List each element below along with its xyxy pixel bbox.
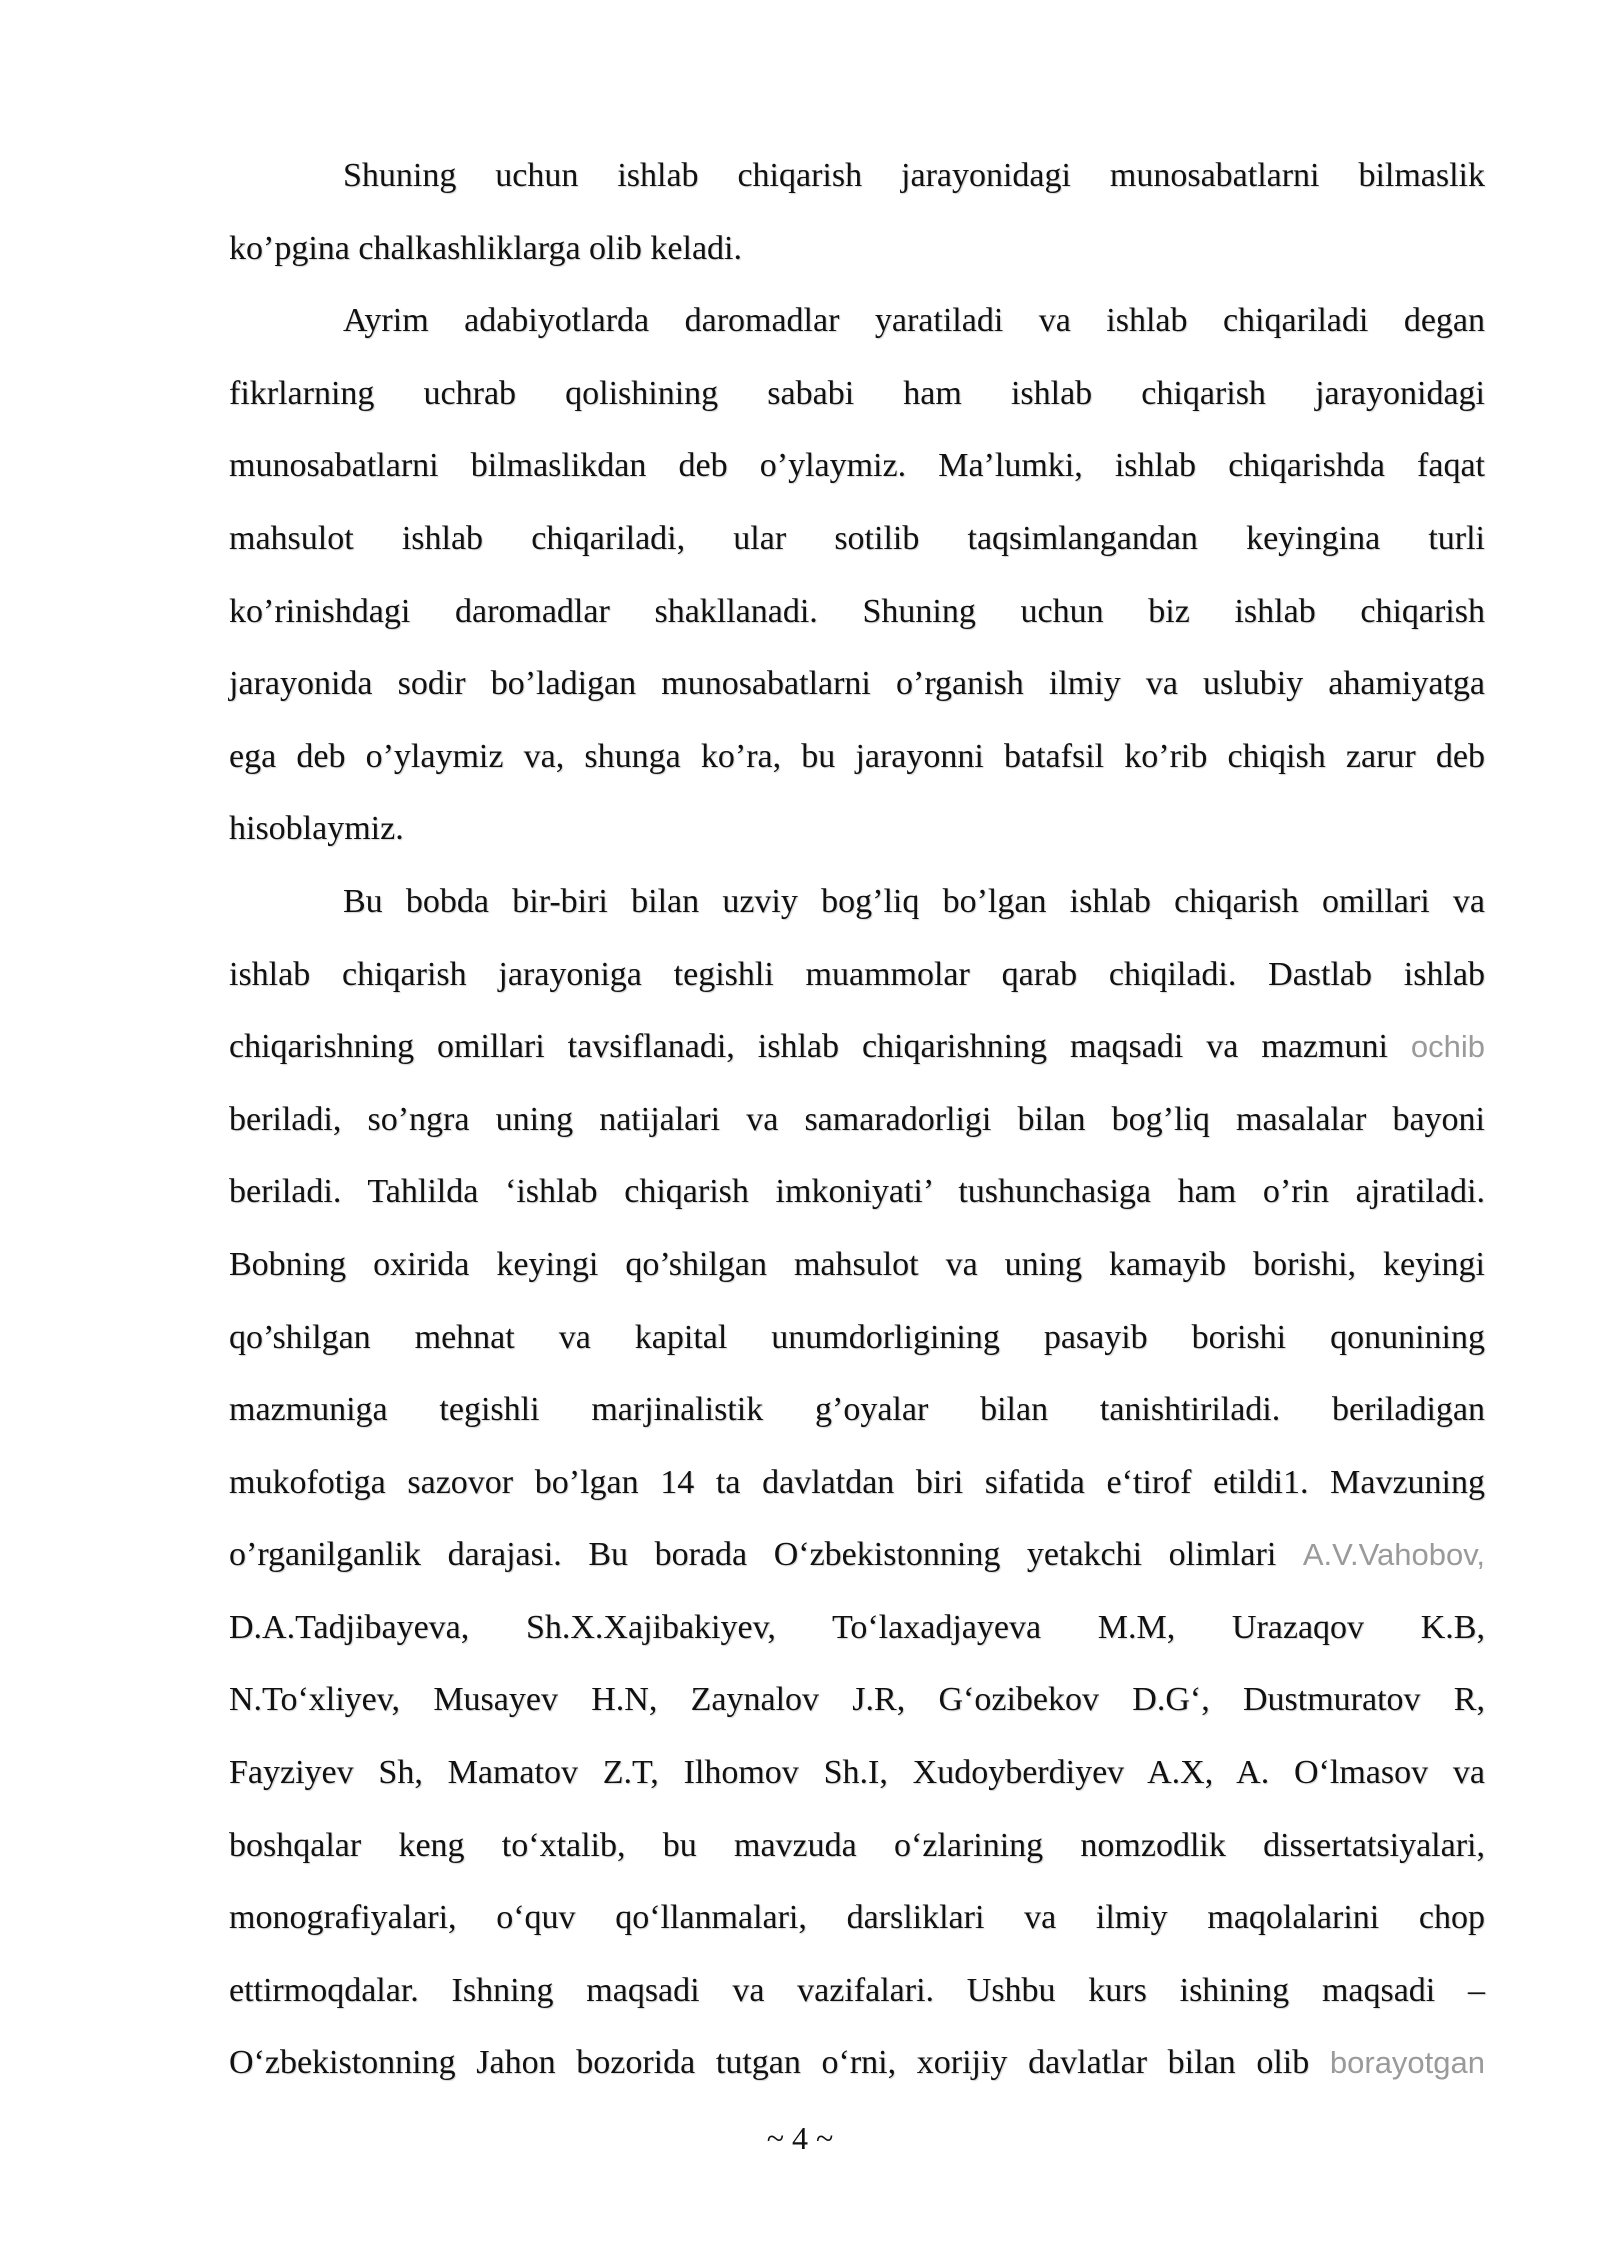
line-text: mahsulot ishlab chiqariladi, ular sotilib taqsimlangandan keyingina turli: [229, 519, 1485, 557]
line-text: jarayonida sodir bo’ladigan munosabatlarni o’rganish ilmiy va uslubiy ahamiyatga: [229, 665, 1485, 703]
line-text: Bobning oxirida keyingi qo’shilgan mahsulot va uning kamayib borishi, keyingi: [229, 1245, 1485, 1283]
text-line: [229, 2033, 1485, 2106]
text-line: [229, 1743, 1485, 1816]
line-text: o’rganilganlik darajasi. Bu borada O‘zbekistonning yetakchi olimlari: [229, 1536, 1277, 1574]
text-line: [229, 1380, 1485, 1453]
line-text: boshqalar keng to‘xtalib, bu mavzuda o‘zlarining nomzodlik dissertatsiyalari,: [229, 1826, 1485, 1864]
line-text: Bu bobda bir-biri bilan uzviy bog’liq bo’lgan ishlab chiqarish omillari va: [343, 882, 1485, 920]
text-line: [229, 1453, 1485, 1526]
text-line: [229, 727, 1485, 800]
line-text: mazmuniga tegishli marjinalistik g’oyalar bilan tanishtiriladi. beriladigan: [229, 1391, 1485, 1429]
text-line: [229, 945, 1485, 1018]
line-text: chiqarishning omillari tavsiflanadi, ishlab chiqarishning maqsadi va mazmuni: [229, 1028, 1388, 1066]
text-line: [229, 582, 1485, 655]
line-text: munosabatlarni bilmaslikdan deb o’ylaymiz. Ma’lumki, ishlab chiqarishda faqat: [229, 447, 1485, 485]
text-line: [229, 1090, 1485, 1163]
line-text: D.A.Tadjibayeva, Sh.X.Xajibakiyev, To‘laxadjayeva M.M, Urazaqov K.B,: [229, 1608, 1485, 1646]
line-text: hisoblaymiz.: [229, 810, 404, 848]
text-line: [229, 1235, 1485, 1308]
text-line: [229, 654, 1485, 727]
line-text: mukofotiga sazovor bo’lgan 14 ta davlatdan biri sifatida e‘tirof etildi1. Mavzuning: [229, 1463, 1485, 1501]
line-text: N.To‘xliyev, Musayev H.N, Zaynalov J.R, G‘ozibekov D.G‘, Dustmuratov R,: [229, 1681, 1485, 1719]
faded-text: A.V.Vahobov,: [1302, 1537, 1485, 1573]
text-line: [229, 1598, 1485, 1671]
text-line: [229, 436, 1485, 509]
line-text: ishlab chiqarish jarayoniga tegishli muammolar qarab chiqiladi. Dastlab ishlab: [229, 955, 1485, 993]
text-line: [229, 291, 1485, 364]
text-line: [229, 872, 1485, 945]
line-text: O‘zbekistonning Jahon bozorida tutgan o‘rni, xorijiy davlatlar bilan olib: [229, 2044, 1310, 2082]
line-text: ko’rinishdagi daromadlar shakllanadi. Shuning uchun biz ishlab chiqarish: [229, 592, 1485, 630]
text-line: [229, 146, 1485, 219]
text-line: [229, 1816, 1485, 1889]
line-text: monografiyalari, o‘quv qo‘llanmalari, darsliklari va ilmiy maqolalarini chop: [229, 1899, 1485, 1937]
line-text: Fayziyev Sh, Mamatov Z.T, Ilhomov Sh.I, Xudoyberdiyev A.X, A. O‘lmasov va: [229, 1754, 1485, 1792]
text-line: [229, 1525, 1485, 1598]
line-text: beriladi, so’ngra uning natijalari va samaradorligi bilan bog’liq masalalar bayoni: [229, 1100, 1485, 1138]
text-line: [229, 1162, 1485, 1235]
text-line: [229, 219, 1485, 292]
text-line: [229, 509, 1485, 582]
body-text: [229, 146, 1485, 2106]
text-line: [229, 799, 1485, 872]
text-line: [229, 1961, 1485, 2034]
text-line: [229, 364, 1485, 437]
line-text: Shuning uchun ishlab chiqarish jarayonidagi munosabatlarni bilmaslik: [343, 157, 1485, 194]
text-line: [229, 1308, 1485, 1381]
line-text: qo’shilgan mehnat va kapital unumdorligining pasayib borishi qonunining: [229, 1318, 1485, 1356]
faded-text: ochib: [1410, 1029, 1485, 1065]
text-line: [229, 1888, 1485, 1961]
faded-text: borayotgan: [1329, 2045, 1486, 2081]
line-text: ko’pgina chalkashliklarga olib keladi.: [229, 229, 743, 267]
line-text: ettirmoqdalar. Ishning maqsadi va vazifalari. Ushbu kurs ishining maqsadi –: [229, 1971, 1485, 2009]
text-line: [229, 1017, 1485, 1090]
text-line: [229, 1670, 1485, 1743]
line-text: Ayrim adabiyotlarda daromadlar yaratiladi va ishlab chiqariladi degan: [343, 302, 1485, 340]
line-text: ega deb o’ylaymiz va, shunga ko’ra, bu jarayonni batafsil ko’rib chiqish zarur deb: [229, 737, 1485, 775]
line-text: beriladi. Tahlilda ‘ishlab chiqarish imkoniyati’ tushunchasiga ham o’rin ajratiladi.: [229, 1173, 1485, 1211]
page-number: ~ 4 ~: [766, 2120, 834, 2156]
line-text: fikrlarning uchrab qolishining sababi ham ishlab chiqarish jarayonidagi: [229, 374, 1485, 412]
